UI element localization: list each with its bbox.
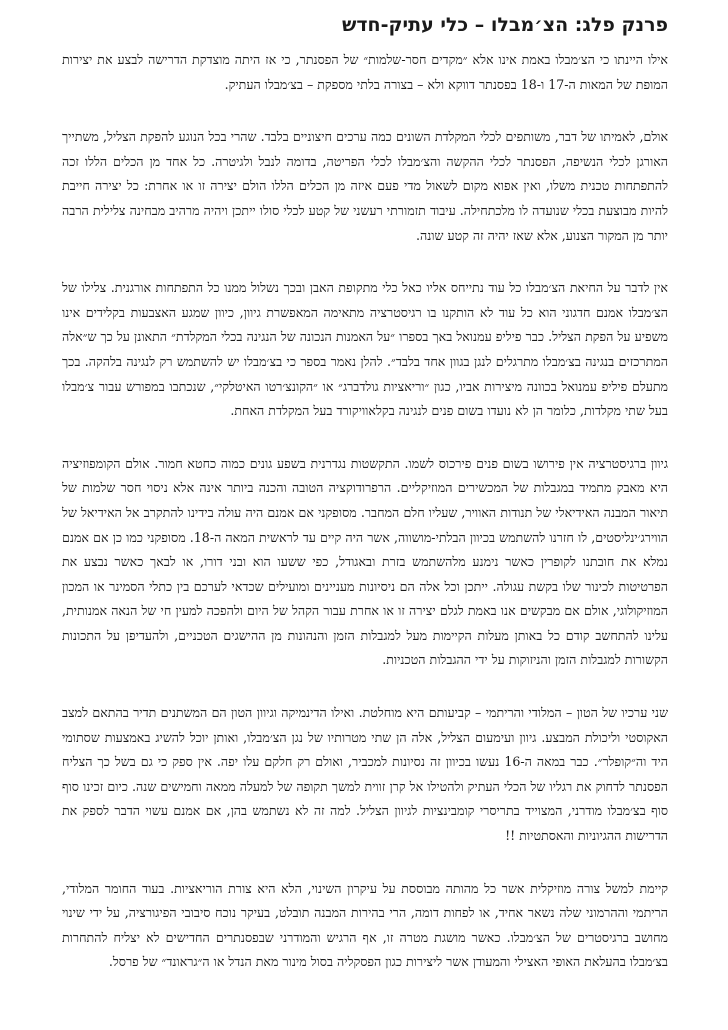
- paragraph-1: אילו היינתו כי הצ׳מבלו באמת אינו אלא ״מקדים חסר-שלמות״ של הפסנתר, כי אז היתה מוצדקת הדרישה לבצע את יצירות המופת של המאות ה-17 ו-18 בפסנתר דווקא ולא – בצורה בלתי מספקת – בצ׳מבלו העתיק.: [62, 52, 668, 92]
- paragraph-5: שני ערכיו של הטון – המלודי והריתמי – קביעותם היא מוחלטת. ואילו הדינמיקה וגיוון הטון הם המשתנים תדיר בהתאם למצב האקוסטי וליכולת המבצע. גיוון ועימעום הצליל, אלה הן שתי מטרותיו של נגן הצ׳מבלו, ואותן יוכל להשיג באמצעות שסתומי היד וה״קופלר״. כבר במאה ה-16 נעשו בכיוון זה נסיונות למכביר, ואולם רק חלקם עלו יפה. אין ספק כי גם בשל כך הצליח הפסנתר לדחוק את רגליו של הכלי העתיק ולהטילו אל קרן זווית למשך תקופה של למעלה ממאה וחמישים שנה. כיום זכינו סוף סוף בצ׳מבלו מודרני, המצוייד בתריסרי קומבינציות לגיוון הצליל. למה זה לא נשתמש בהן, אם אמנם עשוי הדבר לספק את הדרישות ההגיוניות והאסתטיות !!: [62, 705, 668, 844]
- paragraph-6: קיימת למשל צורה מוזיקלית אשר כל מהותה מבוססת על עיקרון השינוי, הלא היא צורת הוריאציות. בעוד החומר המלודי, הריתמי וההרמוני שלה נשאר אחיד, או לפחות דומה, הרי בהירות המבנה תובלט, בעיקר נוכח סיבובי הפיגורציה, על ידי שינוי מחושב ברגיסטרים של הצ׳מבלו. כאשר מושגת מטרה זו, אף הרגיש והמודרני שבפסנתרים החדישים לא יצליח להתחרות בצ׳מבלו בהעלאת האופי האצילי והמעודן אשר ליצירות כגון הפסקליה בסול מינור מאת הנדל או ה״גראונד״ של פרסל.: [62, 880, 668, 970]
- paragraph-2: אולם, לאמיתו של דבר, משותפים לכלי המקלדת השונים כמה ערכים חיצוניים בלבד. שהרי בכל הנוגע להפקת הצליל, משתייך האורגן לכלי הנשיפה, הפסנתר לכלי ההקשה והצ׳מבלו לכלי הפריטה, בדומה לנבל ולגיטרה. כל אחד מן הכלים הללו זכה להתפתחות טכנית משלו, ואין אפוא מקום לשאול מדי פעם איזה מן הכלים הללו הולם יצירה זו או אחרת: כל יצירה חייבת להיות מבוצעת בכלי שנועדה לו מלכתחילה. עיבוד תזמורתי רעשני של קטע לכלי סולו ייתכן ויהיה מרהיב מבחינה צלילית הרבה יותר מן המקור הצנוע, אלא שאז יהיה זה קטע שונה.: [62, 129, 668, 243]
- paragraph-4: גיוון ברגיסטרציה אין פירושו בשום פנים פירכוס לשמו. התקשטות נגדרנית בשפע גונים כמוה כחטא חמור. אולם הקומפוזיציה היא מאבק מתמיד במגבלות של המכשירים המוזיקליים. הרפרודוקציה הטובה והכנה ביותר אינה אלא ניסוי חסר שלמות של תיאור המבנה האידיאלי של תנודות האוויר, שעליו חלם המחבר. מסופקני אם אמנם היה עולה בידינו להתקרב אל האידיאל של הווירג׳ינליסטים, לו חזרנו להשתמש בכיוון הבלתי-מושווה, אשר היה קיים עד לראשית המאה ה-18. מסופקני כמו כן אם אמנם נמלא את חובתנו לקופרין כאשר נימנע מלהשתמש בזרת ובאגודל, כפי ששעו הוא ובני דורו, או לבאך כאשר נבצע את הפרטיטות לכינור שלו בקשת עגולה. ייתכן וכל אלה הם ניסיונות מעניינים ומועילים שכדאי לערכם בין כתלי הסמינר או המכון המוזיקולוגי, אולם אם מבקשים אנו באמת לגלם יצירה זו או אחרת עבור הקהל של היום ולהפכה למעין חי של הנאה אמנותית, עלינו להתחשב קודם כל באותן מעלות הקיימות מעל למגבלות הזמן והנהונות מן ההישגים הטכניים, ולהעדיפן על התכונות הקשורות למגבלות הזמן והניזוקות על ידי ההגבלות הטכניות.: [62, 455, 668, 668]
- paragraph-3: אין לדבר על החיאת הצ׳מבלו כל עוד נתייחס אליו כאל כלי מתקופת האבן ובכך נשלול ממנו כל התפתחות אורגנית. צלילו של הצ׳מבלו אמנם חדגוני הוא כל עוד לא הותקנו בו רגיסטרציה מתאימה המאפשרת גיוון, כיוון שמגע האצבעות בקלידים אינו משפיע על הפקת הצליל. כבר פיליפ עמנואל באך בספרו ״על האמנות הנכונה של הנגינה בכלי המקלדת״ התאונן על כך ש״אלה המתרכזים בנגינה בצ׳מבלו מתרגלים לנגן בגוון אחד בלבד״. להלן נאמר בספר כי בצ׳מבלו יש להשתמש רק לנגינה בלהקה. בכך מתעלם פיליפ עמנואל בכוונה מיצירות אביו, כגון ״וריאציות גולדברג״ או ״הקונצ׳רטו האיטלקי״, שנכתבו במפורש עבור צ׳מבלו בעל שתי מקלדות, כלומר הן לא נועדו בשום פנים לנגינה בקלאוויקורד בעל המקלדת האחת.: [62, 280, 668, 419]
- document-title: פרנק פלג: הצ׳מבלו – כלי עתיק-חדש: [341, 14, 668, 36]
